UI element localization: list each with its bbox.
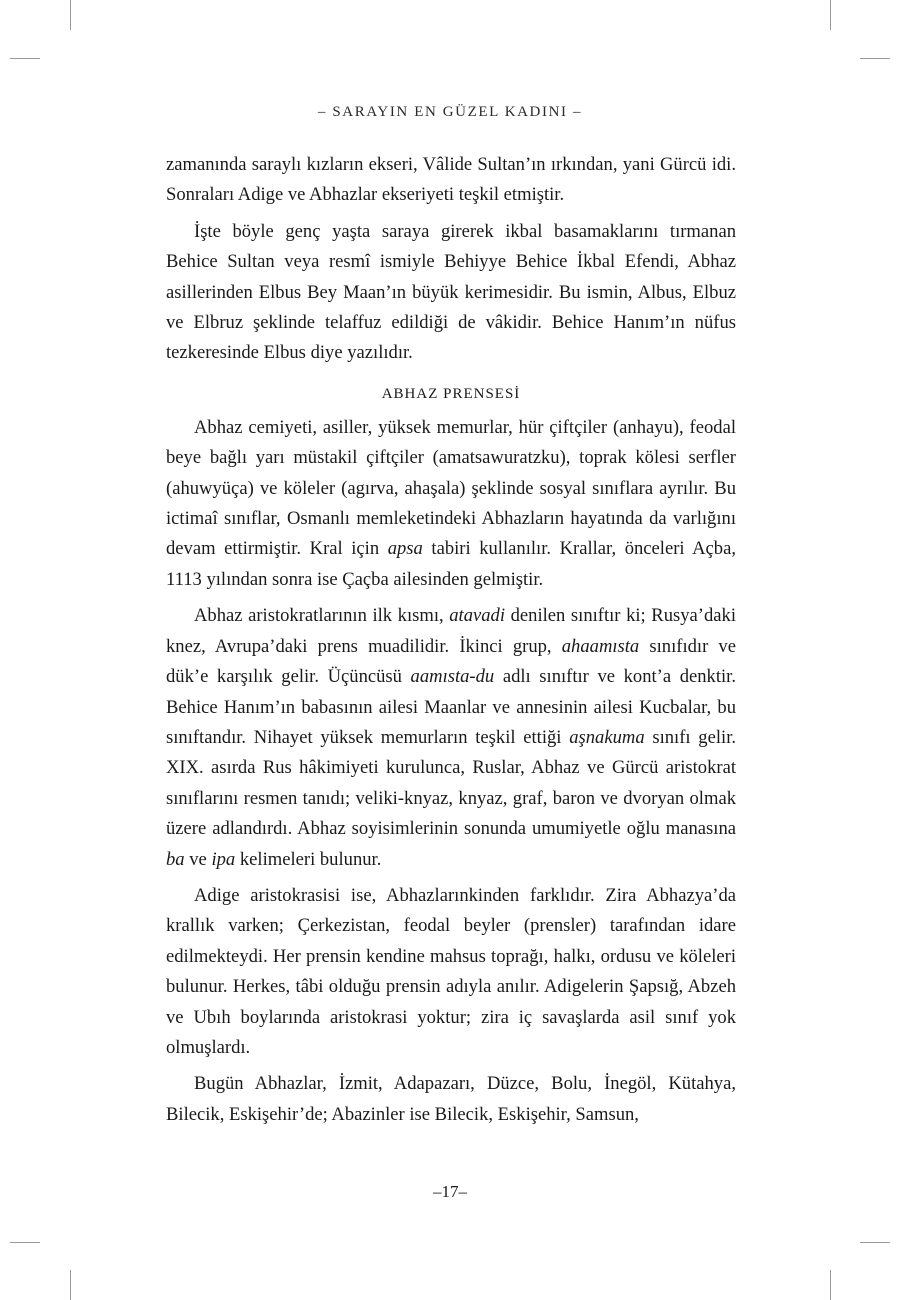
term-ahaamista: ahaamısta xyxy=(561,635,640,657)
term-atavadi: atavadi xyxy=(449,605,506,627)
paragraph-2: İşte böyle genç yaşta saraya girerek ikbal basamaklarını tırmanan Behice Sultan veya resmî ismiyle Behiyye Behice İkbal Efendi, Abhaz asillerinden Elbus Bey Maan’ın büyük kerimesidir. Bu ismin, Albus, Elbuz ve Elbruz şeklinde telaffuz edildiği de vâkidir. Behice Hanım’ın nüfus tezkeresinde Elbus diye yazılıdır. xyxy=(166,220,736,364)
paragraph-4 xyxy=(166,601,736,875)
crop-mark-right-top xyxy=(860,58,890,59)
crop-mark-left-bottom xyxy=(10,1242,40,1243)
paragraph-3-text-a: Abhaz cemiyeti, asiller, yüksek memurlar, hür çiftçiler (anhayu), feodal beye bağlı yarı müstakil çiftçiler (amatsawuratzku), toprak kölesi serfler (ahuwyüça) ve köleler (agırva, ahaşala) şeklinde sosyal sınıflara ayrılır. Bu ictimaî sınıflar, Osmanlı memleketindeki Abhazların hayatında da varlığını devam ettirmiştir. Kral için xyxy=(166,416,736,560)
paragraph-3-text-c: tabiri kullanılır. Krallar, önceleri Açba, 1113 yılından sonra ise Çaçba ailesinden gelmiştir. xyxy=(166,538,736,590)
paragraph-4-text-e: sınıfıdır ve dük’e karşılık gelir. Üçüncüsü xyxy=(166,635,736,688)
crop-mark-bottom-left xyxy=(70,1270,71,1300)
crop-mark-left-top xyxy=(10,58,40,59)
paragraph-4-text-g: adlı sınıftır ve kont’a denktir. Behice Hanım’ın babasının ailesi Maanlar ve annesinin ailesi Kucbalar, bu sınıftandır. Nihayet yüksek memurların teşkil ettiği xyxy=(166,666,736,748)
crop-mark-top-right xyxy=(830,0,831,30)
term-ipa: ipa xyxy=(211,848,236,870)
paragraph-1: zamanında saraylı kızların ekseri, Vâlide Sultan’ın ırkından, yani Gürcü idi. Sonraları Adige ve Abhazlar ekseriyeti teşkil etmiştir. xyxy=(166,154,736,206)
body-text xyxy=(166,150,736,1136)
section-title: ABHAZ PRENSESİ xyxy=(381,385,521,402)
crop-mark-bottom-right xyxy=(830,1270,831,1300)
paragraph-5: Adige aristokrasisi ise, Abhazlarınkinden farklıdır. Zira Abhazya’da krallık varken; Çerkezistan, feodal beyler (prensler) tarafından idare edilmekteydi. Her prensin kendine mahsus toprağı, halkı, ordusu ve köleleri bulunur. Herkes, tâbi olduğu prensin adıyla anılır. Adigelerin Şapsığ, Abzeh ve Ubıh boylarında aristokrasi yoktur; zira iç savaşlarda asil sınıf yok olmuşlardı. xyxy=(166,884,736,1058)
page-number: –17– xyxy=(433,1182,467,1201)
crop-mark-top-left xyxy=(70,0,71,30)
term-apsa: apsa xyxy=(387,538,423,560)
term-aamista-du: aamısta-du xyxy=(410,666,495,688)
paragraph-4-text-a: Abhaz aristokratlarının ilk kısmı, xyxy=(194,605,450,627)
paragraph-4-text-m: kelimeleri bulunur. xyxy=(235,848,382,870)
term-asnakuma: aşnakuma xyxy=(569,726,645,748)
paragraph-4-text-i: sınıfı gelir. XIX. asırda Rus hâkimiyeti kurulunca, Ruslar, Abhaz ve Gürcü aristokrat sınıflarını resmen tanıdı; veliki-knyaz, knyaz, graf, baron ve dvoryan olmak üzere adlandırdı. Abhaz soyisimlerinin sonunda umumiyetle oğlu manasına xyxy=(166,726,737,840)
paragraph-4-text-k: ve xyxy=(184,848,212,870)
paragraph-4-text-c: denilen sınıftır ki; Rusya’daki knez, Avrupa’daki prens muadilidir. İkinci grup, xyxy=(166,605,736,657)
paragraph-3 xyxy=(166,413,736,595)
paragraph-6: Bugün Abhazlar, İzmit, Adapazarı, Düzce, Bolu, İnegöl, Kütahya, Bilecik, Eskişehir’de; Abazinler ise Bilecik, Eskişehir, Samsun, xyxy=(166,1073,736,1125)
running-head: – SARAYIN EN GÜZEL KADINI – xyxy=(317,104,583,120)
term-ba: ba xyxy=(166,848,185,870)
crop-mark-right-bottom xyxy=(860,1242,890,1243)
